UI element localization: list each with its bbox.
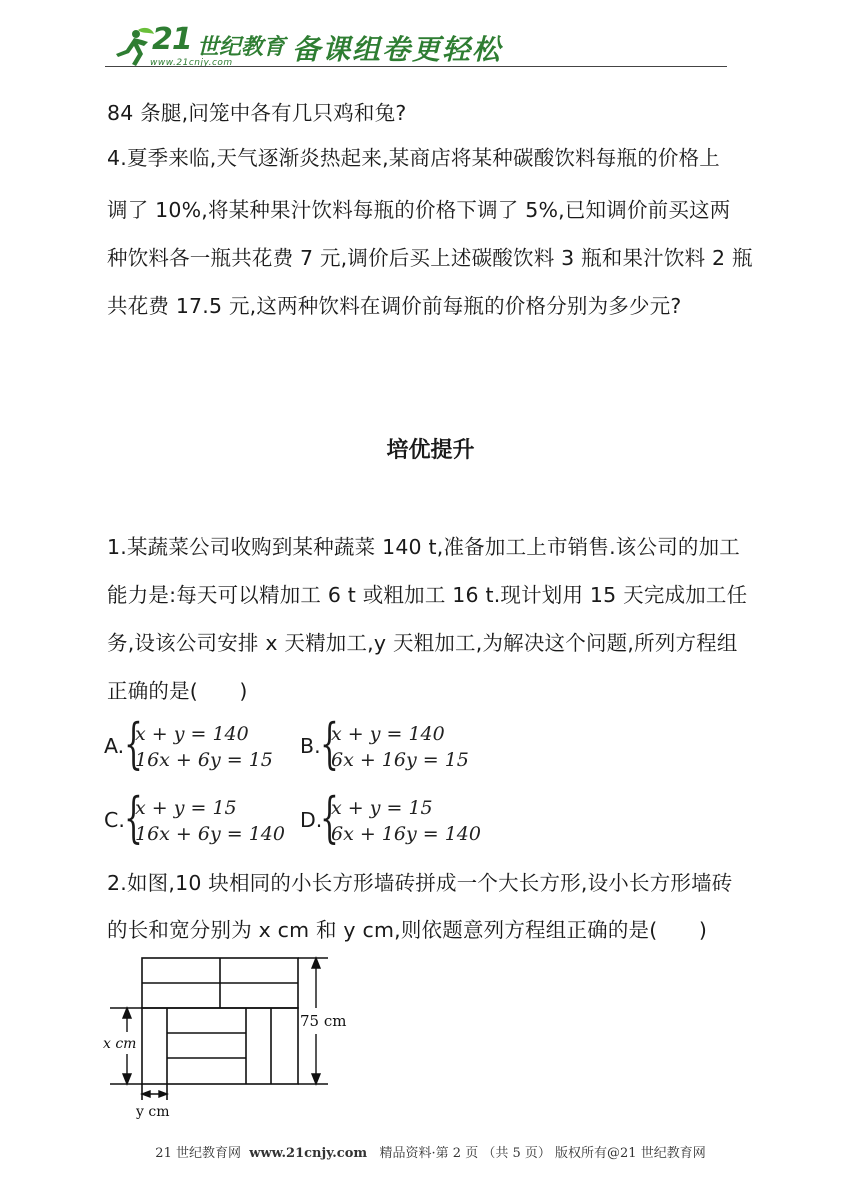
option-c[interactable] xyxy=(104,786,294,850)
x-label: x cm xyxy=(103,1036,137,1052)
option-label: B. xyxy=(300,734,321,758)
option-a[interactable] xyxy=(104,712,284,776)
equation-1: x + y = 15 xyxy=(135,797,237,819)
footer-info: 精品资料·第 2 页 （共 5 页） 版权所有@21 世纪教育网 xyxy=(379,1146,706,1161)
logo-name: 世纪教育 xyxy=(197,35,286,60)
question-4-line: 4.夏季来临,天气逐渐炎热起来,某商店将某种碳酸饮料每瓶的价格上 xyxy=(107,146,720,170)
question-4-line: 调了 10%,将某种果汁饮料每瓶的价格下调了 5%,已知调价前买这两 xyxy=(107,198,731,222)
header-slogan: 备课组卷更轻松 xyxy=(292,33,503,66)
question-1-line: 1.某蔬菜公司收购到某种蔬菜 140 t,准备加工上市销售.该公司的加工 xyxy=(107,535,740,559)
question-4-line: 种饮料各一瓶共花费 7 元,调价后买上述碳酸饮料 3 瓶和果汁饮料 2 瓶 xyxy=(107,246,753,270)
option-label: C. xyxy=(104,808,125,832)
equation-1: x + y = 140 xyxy=(135,723,249,745)
question-4-line: 共花费 17.5 元,这两种饮料在调价前每瓶的价格分别为多少元? xyxy=(107,294,682,318)
page-footer xyxy=(0,1142,861,1161)
page-header xyxy=(0,0,861,70)
option-d[interactable] xyxy=(300,786,490,850)
brace: { xyxy=(124,712,143,775)
equation-1: x + y = 140 xyxy=(331,723,445,745)
section-title: 培优提升 xyxy=(386,438,475,463)
question-1-line: 务,设该公司安排 x 天精加工,y 天粗加工,为解决这个问题,所列方程组 xyxy=(107,631,738,655)
equation-2: 16x + 6y = 15 xyxy=(135,749,273,771)
y-label: y cm xyxy=(136,1104,170,1120)
option-label: D. xyxy=(300,808,323,832)
option-label: A. xyxy=(104,734,125,758)
footer-url[interactable]: www.21cnjy.com xyxy=(249,1146,368,1161)
brace: { xyxy=(320,712,339,775)
header-divider xyxy=(105,66,727,67)
text-line: 84 条腿,问笼中各有几只鸡和兔? xyxy=(107,101,407,125)
question-1-line: 能力是:每天可以精加工 6 t 或粗加工 16 t.现计划用 15 天完成加工任 xyxy=(107,583,748,607)
equation-2: 6x + 16y = 15 xyxy=(331,749,469,771)
brace: { xyxy=(320,786,339,849)
equation-2: 16x + 6y = 140 xyxy=(135,823,285,845)
runner-logo-icon xyxy=(108,24,156,68)
logo-number: 21 xyxy=(152,22,192,57)
equation-1: x + y = 15 xyxy=(331,797,433,819)
equation-2: 6x + 16y = 140 xyxy=(331,823,481,845)
question-2-line: 的长和宽分别为 x cm 和 y cm,则依题意列方程组正确的是( ) xyxy=(107,918,708,942)
footer-site: 21 世纪教育网 xyxy=(155,1146,241,1161)
option-b[interactable] xyxy=(300,712,480,776)
logo-url: www.21cnjy.com xyxy=(150,58,233,68)
height-label: 75 cm xyxy=(300,1012,347,1030)
brace: { xyxy=(124,786,143,849)
question-2-line: 2.如图,10 块相同的小长方形墙砖拼成一个大长方形,设小长方形墙砖 xyxy=(107,871,733,895)
brick-wall-figure xyxy=(100,950,370,1125)
question-1-line: 正确的是( ) xyxy=(107,679,248,703)
